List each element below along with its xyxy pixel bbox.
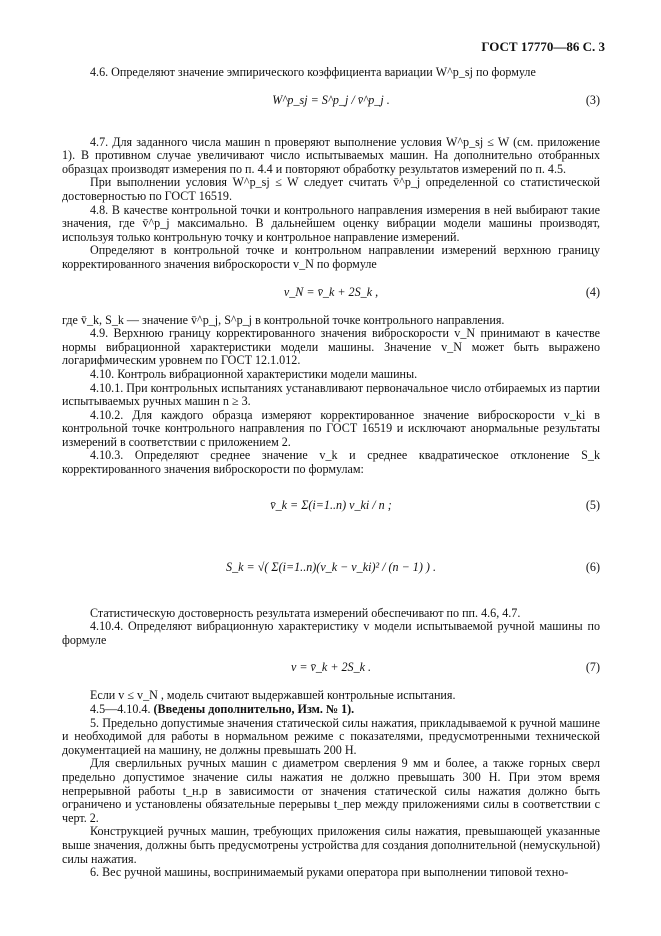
formula-4-expression: v_N = v̄_k + 2S_k , — [283, 284, 379, 299]
page-header: ГОСТ 17770—86 С. 3 — [481, 39, 605, 54]
paragraph-6: 6. Вес ручной машины, воспринимаемый руками оператора при выполнении типовой техно- — [90, 865, 569, 880]
formula-6 — [62, 541, 600, 601]
formula-5-expression: v̄_k = Σ(i=1..n) v_ki / n ; — [270, 497, 392, 512]
paragraph-5: 5. Предельно допустимые значения статической силы нажатия, прикладываемой к ручной машине и необходимой для работы в нормальном режиме с показателями, предусмотренными технической документацией на машину, не должны превышать 200 Н. — [62, 715, 600, 757]
paragraph-4-10-2: 4.10.2. Для каждого образца измеряют корректированное значение виброскорости v_ki в контрольной точке контрольного направления по ГОСТ 16519 и исключают анормальные результаты измерений в соответствии с приложением 2. — [62, 407, 600, 449]
paragraph-4-7: 4.7. Для заданного числа машин n проверяют выполнение условия W^p_sj ≤ W (см. приложение 1). В противном случае увеличивают число испытываемых машин. На дополнительно отобранных образцах производят измерения по п. 4.4 и повторяют обработку результатов измерений по п. 4.5. — [62, 134, 600, 176]
formula-4 — [62, 278, 600, 308]
formula-7-expression: v = v̄_k + 2S_k . — [290, 660, 372, 675]
formula-5-number: (5) — [585, 497, 600, 512]
paragraph-4-8-cont: Определяют в контрольной точке и контрольном направлении измерений верхнюю границу корректированного значения виброскорости v_N по формуле — [62, 243, 600, 271]
paragraph-4-9: 4.9. Верхнюю границу корректированного значения виброскорости v_N принимают в качестве нормы вибрационной характеристики модели машины. Значение v_N может быть выражено логарифмическим уровнем по ГОСТ 12.1.012. — [62, 326, 600, 368]
formula-5 — [62, 483, 600, 535]
formula-7 — [62, 653, 600, 683]
paragraph-4-10-3: 4.10.3. Определяют среднее значение v_k и среднее квадратическое отклонение S_k корректированного значения виброскорости по формулам: — [62, 448, 600, 477]
paragraph-4-10-1: 4.10.1. При контрольных испытаниях устанавливают первоначальное число отбираемых из партии испытываемых ручных машин n ≥ 3. — [62, 380, 600, 409]
formula-3-expression: W^p_sj = S^p_j / v̄^p_j . — [272, 92, 390, 107]
paragraph-4-7-cont: При выполнении условия W^p_sj ≤ W следует считать v̄^p_j определенной со статистической достоверностью по ГОСТ 16519. — [62, 175, 600, 203]
formula-6-expression: S_k = √( Σ(i=1..n)(v_k − v_ki)² / (n − 1) ) . — [226, 559, 436, 574]
paragraph-4-6: 4.6. Определяют значение эмпирического коэффициента вариации W^p_sj по формуле — [90, 65, 536, 79]
paragraph-4-10-4: 4.10.4. Определяют вибрационную характеристику v модели испытываемой ручной машины по формуле — [62, 619, 600, 647]
document-body — [62, 66, 600, 880]
amendment-note: (Введены дополнительно, Изм. № 1). — [153, 702, 355, 717]
paragraph-reliability: Статистическую достоверность результата измерений обеспечивают по пп. 4.6, 4.7. — [90, 605, 521, 620]
formula-4-number: (4) — [585, 284, 600, 299]
paragraph-if: Если v ≤ v_N , модель считают выдержавшей контрольные испытания. — [90, 688, 456, 703]
amendment-range: 4.5—4.10.4. — [90, 702, 151, 717]
paragraph-amendment — [62, 703, 600, 717]
paragraph-5-construction: Конструкцией ручных машин, требующих приложения силы нажатия, превышающей указанные выше значения, должны быть предусмотрены устройства для создания дополнительной (немускульной) силы нажатия. — [62, 824, 600, 866]
paragraph-4-8: 4.8. В качестве контрольной точки и контрольного направления измерения в ней выбирают такие значения, где v̄^p_j максимально. В дальнейшем оценку вибрации модели машины производят, используя только контрольную точку и контрольное направление измерений. — [62, 202, 600, 244]
formula-7-number: (7) — [585, 660, 600, 675]
paragraph-5-drills: Для сверлильных ручных машин с диаметром сверления 9 мм и более, а также горных сверл предельно допустимое значение силы нажатия не должно превышать 300 Н. При этом время непрерывной работы t_н.р в зависимости от значения статической силы нажатия должно быть ограничено и установлены обязательные перерывы t_пер между приложениями силы в соответствии с черт. 2. — [62, 756, 600, 825]
paragraph-where: где v̄_k, S_k — значение v̄^p_j, S^p_j в контрольной точке контрольного направления. — [62, 312, 505, 327]
paragraph-4-10: 4.10. Контроль вибрационной характеристики модели машины. — [90, 366, 418, 381]
formula-3-number: (3) — [585, 92, 600, 107]
formula-6-number: (6) — [585, 559, 600, 574]
formula-3 — [62, 86, 600, 130]
